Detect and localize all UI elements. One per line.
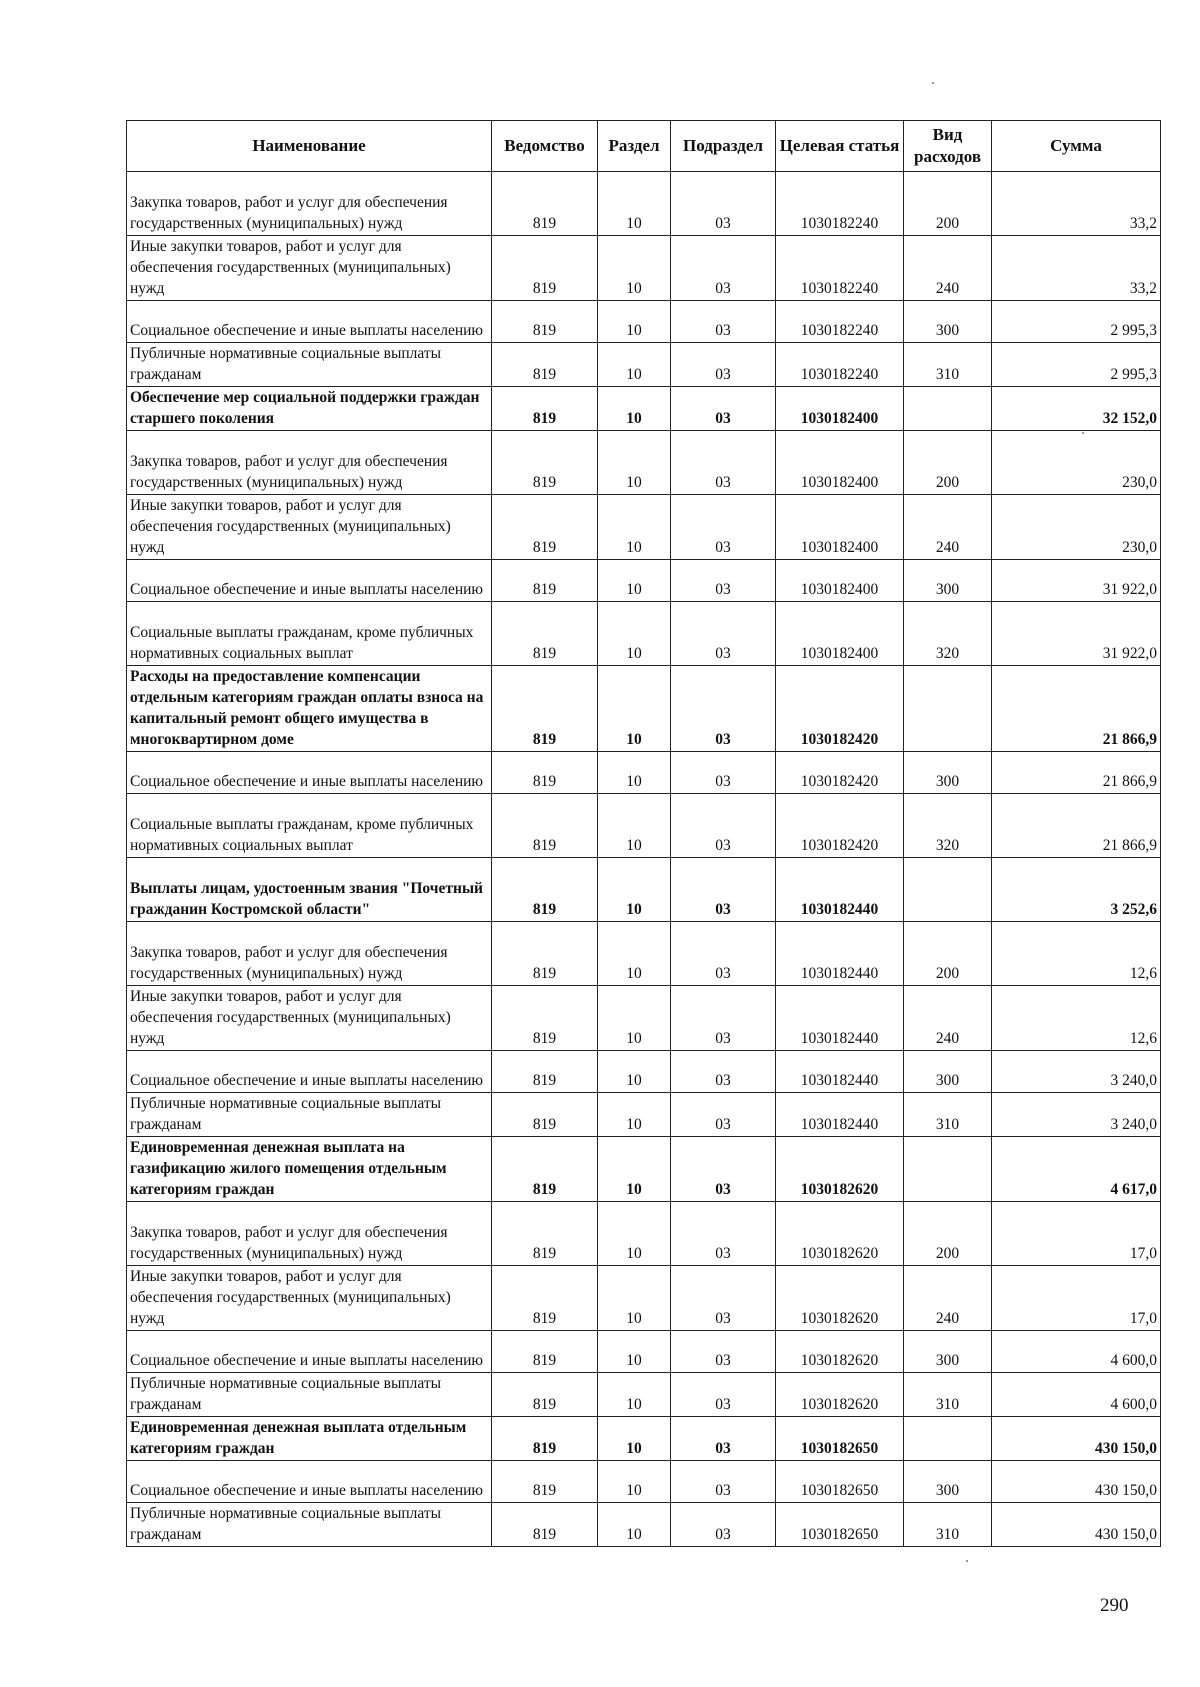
- row-name: Публичные нормативные социальные выплаты гражданам: [127, 1503, 492, 1547]
- row-subsection: 03: [671, 1093, 776, 1137]
- row-dept: 819: [492, 387, 598, 431]
- row-type: 200: [904, 431, 992, 495]
- table-row: [127, 1461, 1161, 1503]
- row-type: [904, 387, 992, 431]
- header-dept: Ведомство: [492, 121, 598, 172]
- row-subsection: 03: [671, 560, 776, 602]
- row-type: 300: [904, 1461, 992, 1503]
- row-section: 10: [598, 495, 671, 560]
- row-subsection: 03: [671, 495, 776, 560]
- scan-speck: [932, 82, 934, 84]
- row-name: Социальные выплаты гражданам, кроме публичных нормативных социальных выплат: [127, 794, 492, 858]
- row-name: Единовременная денежная выплата отдельным категориям граждан: [127, 1417, 492, 1461]
- row-section: 10: [598, 752, 671, 794]
- table-row: [127, 602, 1161, 666]
- table-row: [127, 236, 1161, 301]
- row-subsection: 03: [671, 1331, 776, 1373]
- table-row: [127, 794, 1161, 858]
- table-row: [127, 1202, 1161, 1266]
- row-dept: 819: [492, 666, 598, 752]
- page-number: 290: [1100, 1595, 1129, 1616]
- row-type: 310: [904, 1503, 992, 1547]
- table-row: [127, 431, 1161, 495]
- row-subsection: 03: [671, 1461, 776, 1503]
- row-section: 10: [598, 301, 671, 343]
- row-section: 10: [598, 1202, 671, 1266]
- table-row: [127, 343, 1161, 387]
- row-sum: 4 600,0: [992, 1331, 1161, 1373]
- row-section: 10: [598, 1266, 671, 1331]
- row-sum: 230,0: [992, 495, 1161, 560]
- row-type: 300: [904, 1331, 992, 1373]
- header-sum: Сумма: [992, 121, 1161, 172]
- row-sum: 4 617,0: [992, 1137, 1161, 1202]
- row-subsection: 03: [671, 1503, 776, 1547]
- row-name: Социальное обеспечение и иные выплаты населению: [127, 1331, 492, 1373]
- row-sum: 12,6: [992, 922, 1161, 986]
- row-sum: 230,0: [992, 431, 1161, 495]
- row-section: 10: [598, 1331, 671, 1373]
- row-name: Закупка товаров, работ и услуг для обеспечения государственных (муниципальных) нужд: [127, 172, 492, 236]
- row-dept: 819: [492, 1373, 598, 1417]
- row-article: 1030182620: [776, 1266, 904, 1331]
- row-sum: 430 150,0: [992, 1461, 1161, 1503]
- row-sum: 21 866,9: [992, 752, 1161, 794]
- row-dept: 819: [492, 495, 598, 560]
- row-article: 1030182440: [776, 1051, 904, 1093]
- row-name: Социальное обеспечение и иные выплаты населению: [127, 560, 492, 602]
- row-article: 1030182440: [776, 922, 904, 986]
- row-subsection: 03: [671, 794, 776, 858]
- row-subsection: 03: [671, 1137, 776, 1202]
- row-article: 1030182240: [776, 301, 904, 343]
- row-section: 10: [598, 922, 671, 986]
- row-subsection: 03: [671, 986, 776, 1051]
- row-article: 1030182650: [776, 1503, 904, 1547]
- row-name: Обеспечение мер социальной поддержки граждан старшего поколения: [127, 387, 492, 431]
- row-type: 240: [904, 986, 992, 1051]
- row-subsection: 03: [671, 752, 776, 794]
- row-dept: 819: [492, 560, 598, 602]
- row-sum: 33,2: [992, 172, 1161, 236]
- row-article: 1030182650: [776, 1417, 904, 1461]
- row-sum: 3 240,0: [992, 1093, 1161, 1137]
- row-subsection: 03: [671, 387, 776, 431]
- row-sum: 2 995,3: [992, 343, 1161, 387]
- row-article: 1030182620: [776, 1202, 904, 1266]
- row-name: Иные закупки товаров, работ и услуг для обеспечения государственных (муниципальных) нужд: [127, 495, 492, 560]
- row-name: Закупка товаров, работ и услуг для обеспечения государственных (муниципальных) нужд: [127, 431, 492, 495]
- row-subsection: 03: [671, 343, 776, 387]
- row-article: 1030182620: [776, 1331, 904, 1373]
- row-article: 1030182400: [776, 495, 904, 560]
- table-row: [127, 752, 1161, 794]
- header-type: Вид расходов: [904, 121, 992, 172]
- row-subsection: 03: [671, 1266, 776, 1331]
- row-section: 10: [598, 1093, 671, 1137]
- row-dept: 819: [492, 1417, 598, 1461]
- row-section: 10: [598, 794, 671, 858]
- row-type: 320: [904, 794, 992, 858]
- row-subsection: 03: [671, 1373, 776, 1417]
- row-article: 1030182420: [776, 794, 904, 858]
- header-article: Целевая статья: [776, 121, 904, 172]
- row-subsection: 03: [671, 666, 776, 752]
- row-type: 310: [904, 1093, 992, 1137]
- row-article: 1030182650: [776, 1461, 904, 1503]
- row-dept: 819: [492, 752, 598, 794]
- row-dept: 819: [492, 922, 598, 986]
- row-type: 320: [904, 602, 992, 666]
- row-subsection: 03: [671, 1051, 776, 1093]
- row-section: 10: [598, 1051, 671, 1093]
- row-name: Иные закупки товаров, работ и услуг для обеспечения государственных (муниципальных) нужд: [127, 986, 492, 1051]
- budget-table: [126, 120, 1161, 1547]
- row-type: 300: [904, 560, 992, 602]
- row-dept: 819: [492, 986, 598, 1051]
- row-section: 10: [598, 602, 671, 666]
- row-sum: 17,0: [992, 1202, 1161, 1266]
- row-type: [904, 858, 992, 922]
- row-sum: 430 150,0: [992, 1417, 1161, 1461]
- row-sum: 3 240,0: [992, 1051, 1161, 1093]
- row-dept: 819: [492, 602, 598, 666]
- row-dept: 819: [492, 1461, 598, 1503]
- row-article: 1030182620: [776, 1373, 904, 1417]
- row-name: Публичные нормативные социальные выплаты гражданам: [127, 1093, 492, 1137]
- row-name: Закупка товаров, работ и услуг для обеспечения государственных (муниципальных) нужд: [127, 1202, 492, 1266]
- row-type: [904, 1137, 992, 1202]
- row-section: 10: [598, 172, 671, 236]
- header-section: Раздел: [598, 121, 671, 172]
- row-article: 1030182400: [776, 431, 904, 495]
- table-row-subtotal: [127, 387, 1161, 431]
- table-row-subtotal: [127, 858, 1161, 922]
- table-header-row: [127, 121, 1161, 172]
- row-subsection: 03: [671, 922, 776, 986]
- row-name: Выплаты лицам, удостоенным звания "Почетный гражданин Костромской области": [127, 858, 492, 922]
- scan-speck: [966, 1560, 968, 1562]
- row-sum: 3 252,6: [992, 858, 1161, 922]
- row-section: 10: [598, 986, 671, 1051]
- table-body: [127, 172, 1161, 1547]
- row-dept: 819: [492, 1202, 598, 1266]
- row-name: Единовременная денежная выплата на газификацию жилого помещения отдельным категориям граждан: [127, 1137, 492, 1202]
- row-name: Расходы на предоставление компенсации отдельным категориям граждан оплаты взноса на капитальный ремонт общего имущества в многоквартирном доме: [127, 666, 492, 752]
- row-name: Социальное обеспечение и иные выплаты населению: [127, 301, 492, 343]
- row-dept: 819: [492, 1266, 598, 1331]
- row-name: Публичные нормативные социальные выплаты гражданам: [127, 1373, 492, 1417]
- row-subsection: 03: [671, 301, 776, 343]
- row-subsection: 03: [671, 172, 776, 236]
- row-article: 1030182440: [776, 986, 904, 1051]
- row-name: Иные закупки товаров, работ и услуг для обеспечения государственных (муниципальных) нужд: [127, 1266, 492, 1331]
- row-dept: 819: [492, 1093, 598, 1137]
- table-row: [127, 1051, 1161, 1093]
- row-article: 1030182400: [776, 387, 904, 431]
- row-article: 1030182240: [776, 236, 904, 301]
- row-dept: 819: [492, 1331, 598, 1373]
- header-subsection: Подраздел: [671, 121, 776, 172]
- table-row: [127, 301, 1161, 343]
- row-article: 1030182420: [776, 752, 904, 794]
- row-dept: 819: [492, 1051, 598, 1093]
- row-name: Иные закупки товаров, работ и услуг для обеспечения государственных (муниципальных) нужд: [127, 236, 492, 301]
- row-dept: 819: [492, 343, 598, 387]
- table-row: [127, 1266, 1161, 1331]
- row-section: 10: [598, 387, 671, 431]
- row-name: Социальное обеспечение и иные выплаты населению: [127, 752, 492, 794]
- row-name: Социальное обеспечение и иные выплаты населению: [127, 1051, 492, 1093]
- row-type: 300: [904, 1051, 992, 1093]
- table-row: [127, 986, 1161, 1051]
- row-type: 300: [904, 752, 992, 794]
- table-row: [127, 1503, 1161, 1547]
- row-section: 10: [598, 1503, 671, 1547]
- row-section: 10: [598, 1373, 671, 1417]
- row-article: 1030182440: [776, 858, 904, 922]
- row-sum: 17,0: [992, 1266, 1161, 1331]
- row-subsection: 03: [671, 431, 776, 495]
- row-subsection: 03: [671, 236, 776, 301]
- row-section: 10: [598, 666, 671, 752]
- row-dept: 819: [492, 858, 598, 922]
- row-dept: 819: [492, 301, 598, 343]
- row-sum: 21 866,9: [992, 666, 1161, 752]
- table-row: [127, 560, 1161, 602]
- row-dept: 819: [492, 794, 598, 858]
- row-section: 10: [598, 236, 671, 301]
- row-section: 10: [598, 1461, 671, 1503]
- table-row-subtotal: [127, 666, 1161, 752]
- table-row: [127, 495, 1161, 560]
- row-type: 200: [904, 922, 992, 986]
- row-sum: 4 600,0: [992, 1373, 1161, 1417]
- row-type: 200: [904, 1202, 992, 1266]
- row-dept: 819: [492, 431, 598, 495]
- row-sum: 33,2: [992, 236, 1161, 301]
- row-sum: 31 922,0: [992, 560, 1161, 602]
- row-subsection: 03: [671, 1202, 776, 1266]
- row-type: 200: [904, 172, 992, 236]
- row-type: 300: [904, 301, 992, 343]
- row-name: Социальное обеспечение и иные выплаты населению: [127, 1461, 492, 1503]
- row-section: 10: [598, 858, 671, 922]
- row-sum: 12,6: [992, 986, 1161, 1051]
- table-row-subtotal: [127, 1137, 1161, 1202]
- row-article: 1030182620: [776, 1137, 904, 1202]
- row-type: 310: [904, 343, 992, 387]
- row-dept: 819: [492, 236, 598, 301]
- header-name: Наименование: [127, 121, 492, 172]
- row-sum: 430 150,0: [992, 1503, 1161, 1547]
- row-dept: 819: [492, 1503, 598, 1547]
- row-name: Закупка товаров, работ и услуг для обеспечения государственных (муниципальных) нужд: [127, 922, 492, 986]
- table-row: [127, 1373, 1161, 1417]
- row-name: Публичные нормативные социальные выплаты гражданам: [127, 343, 492, 387]
- row-section: 10: [598, 431, 671, 495]
- row-article: 1030182240: [776, 343, 904, 387]
- row-article: 1030182420: [776, 666, 904, 752]
- row-sum: 32 152,0: [992, 387, 1161, 431]
- row-subsection: 03: [671, 602, 776, 666]
- row-type: 310: [904, 1373, 992, 1417]
- table-row-subtotal: [127, 1417, 1161, 1461]
- row-article: 1030182400: [776, 602, 904, 666]
- table-row: [127, 1093, 1161, 1137]
- row-section: 10: [598, 1137, 671, 1202]
- row-section: 10: [598, 560, 671, 602]
- row-type: [904, 1417, 992, 1461]
- table-row: [127, 1331, 1161, 1373]
- table-row: [127, 922, 1161, 986]
- row-dept: 819: [492, 172, 598, 236]
- row-sum: 2 995,3: [992, 301, 1161, 343]
- row-subsection: 03: [671, 1417, 776, 1461]
- table-row: [127, 172, 1161, 236]
- row-article: 1030182400: [776, 560, 904, 602]
- row-article: 1030182240: [776, 172, 904, 236]
- row-type: 240: [904, 495, 992, 560]
- row-dept: 819: [492, 1137, 598, 1202]
- row-section: 10: [598, 1417, 671, 1461]
- row-sum: 21 866,9: [992, 794, 1161, 858]
- row-type: [904, 666, 992, 752]
- row-section: 10: [598, 343, 671, 387]
- row-type: 240: [904, 236, 992, 301]
- row-article: 1030182440: [776, 1093, 904, 1137]
- row-name: Социальные выплаты гражданам, кроме публичных нормативных социальных выплат: [127, 602, 492, 666]
- row-sum: 31 922,0: [992, 602, 1161, 666]
- row-type: 240: [904, 1266, 992, 1331]
- row-subsection: 03: [671, 858, 776, 922]
